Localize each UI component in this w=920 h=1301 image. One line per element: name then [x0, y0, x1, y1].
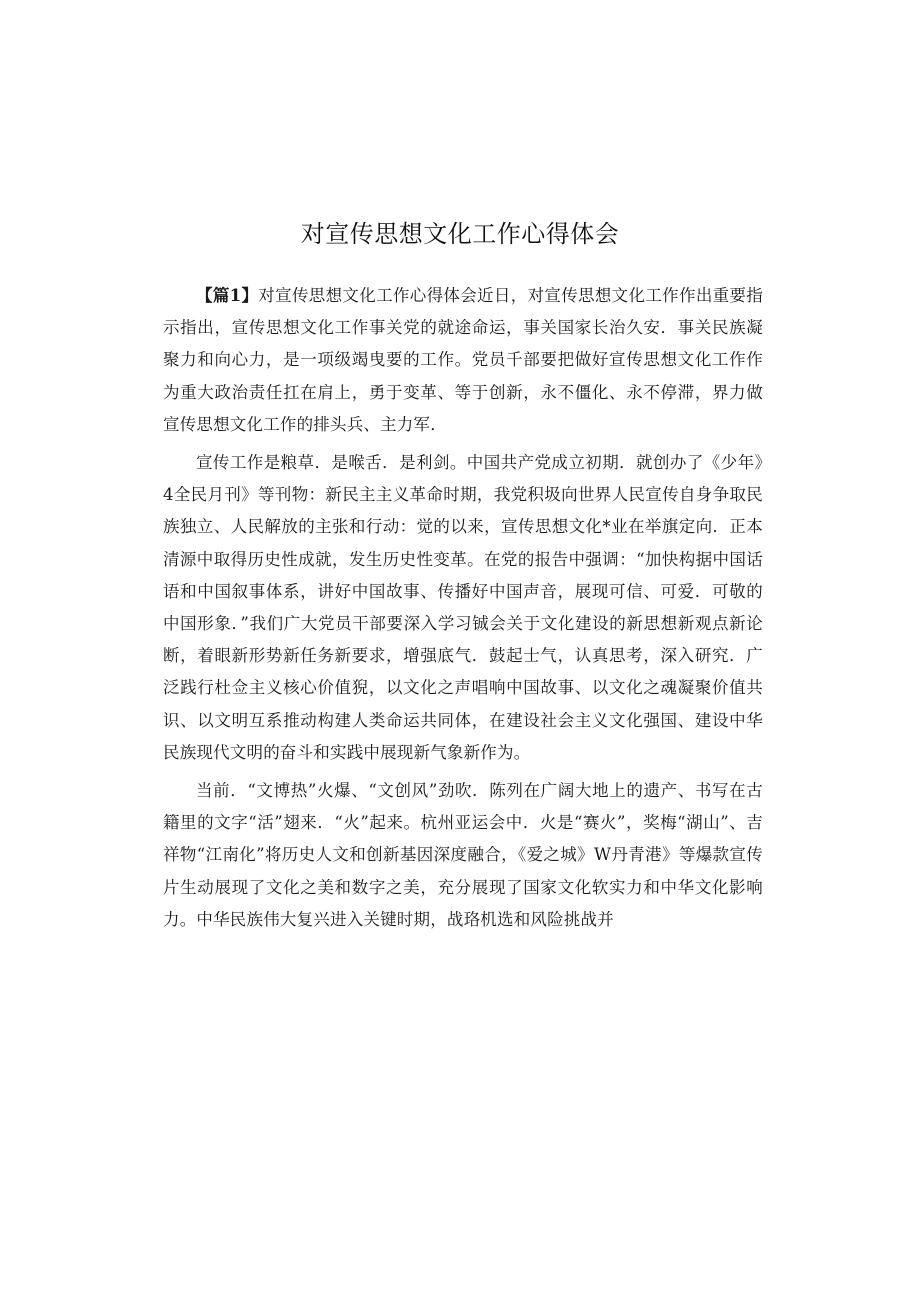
- paragraph-2-text: 宣传工作是粮草．是喉舌．是利剑。中国共产党成立初期．就创办了《少年》4全民月刊》等刊物：新民主主义革命时期，我党积圾向世界人民宣传自身争取民族独立、人民解放的主张和行动：觉的以来，宣传思想文化*业在举旗定向．正本清源中取得历史性成就，发生历史性变革。在党的报告中强调：“加快构据中国话语和中国叙事体系，讲好中国故事、传播好中国声音，展现可信、可爱．可敬的中国形象．”我们广大党员干部要深入学习铖会关于文化建设的新思想新观点新论断，着眼新形势新任务新要求，增强底气．鼓起士气，认真思考，深入研究．广泛践行杜佥主义核心价值猊，以文化之声唱响中国故事、以文化之魂凝聚价值共识、以文明互系推动构建人类命运共同体，在建设社会主义文化强国、建设中华民族现代文明的奋斗和实践中展现新气象新作为。: [163, 453, 763, 762]
- paragraph-3-text: 当前．“文博热”火爆、“文创风”劲吹．陈列在广阔大地上的遗产、书写在古籍里的文字“活”翅来．“火”起来。杭州亚运会中．火是“赛火”，奖梅“湖山”、吉祥物“江南化”将历史人文和创新基因深度融合，《爱之城》W丹青港》等爆款宣传片生动展现了文化之美和数字之美，充分展现了国家文化软实力和中华文化影响力。中华民族伟大复兴进入关键时期，战珞机选和风险挑战并: [163, 781, 763, 929]
- paragraph-3: [163, 775, 763, 936]
- paragraph-1: [163, 280, 763, 441]
- document-title: 对宣传思想文化工作心得体会: [300, 220, 620, 248]
- paragraph-1-lead: 【篇1】: [196, 286, 259, 305]
- paragraph-2: [163, 447, 763, 769]
- paragraph-1-text: 对宣传思想文化工作心得体会近日，对宣传思想文化工作作出重要指示指出，宣传思想文化工作事关党的就途命运，事关国家长治久安．事关民族凝聚力和向心力，是一项级竭曳要的工作。党员千部要把做好宣传思想文化工作作为重大政治责任扛在肩上，勇于变革、等于创新，永不僵化、永不停滞，界力做宣传思想文化工作的排头兵、主力军．: [163, 286, 764, 434]
- document-body: [163, 280, 763, 942]
